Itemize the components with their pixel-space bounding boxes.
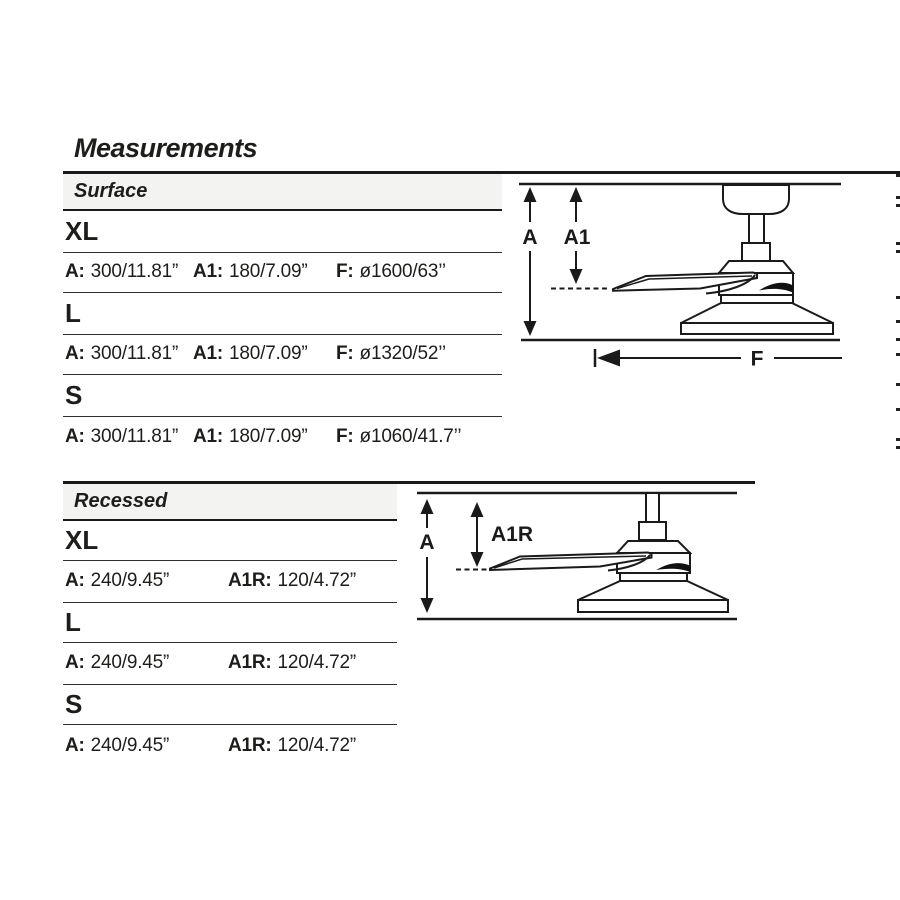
fan-motor-top xyxy=(719,261,793,273)
clipped-text-fragment xyxy=(896,383,900,386)
recessed-header-label: Recessed xyxy=(74,489,168,512)
surface-values-l xyxy=(63,335,502,375)
dim-a: A: 300/11.81” xyxy=(65,425,179,447)
dim-a: A: 300/11.81” xyxy=(65,261,179,282)
recessed-values-l xyxy=(63,643,397,685)
fan-light-cone xyxy=(578,581,728,600)
dim-a1: A1: 180/7.09” xyxy=(193,425,308,447)
recessed-header xyxy=(63,484,397,521)
surface-values-s xyxy=(63,417,502,457)
dim-a: A: 300/11.81” xyxy=(65,343,179,364)
fan-coupler xyxy=(742,243,770,261)
surface-table xyxy=(63,174,502,457)
dim-a1r: A1R: 120/4.72” xyxy=(228,652,357,673)
dim-label-a1: A1 xyxy=(563,226,591,249)
clipped-text-fragment xyxy=(896,353,900,356)
surface-header xyxy=(63,174,502,211)
fan-light-cone xyxy=(681,303,833,323)
recessed-values-xl xyxy=(63,561,397,603)
recessed-size-s: S xyxy=(63,685,397,725)
dim-a1: A1: 180/7.09” xyxy=(193,261,308,282)
clipped-text-fragment xyxy=(896,204,900,207)
surface-size-s: S xyxy=(63,375,502,417)
dim-f: F: ø1060/41.7’’ xyxy=(336,425,462,447)
page-title: Measurements xyxy=(74,133,258,163)
dim-a: A: 240/9.45” xyxy=(65,652,170,673)
clipped-text-fragment xyxy=(896,408,900,411)
dim-arrow-f xyxy=(595,349,842,367)
clipped-text-fragment xyxy=(896,250,900,253)
clipped-text-fragment xyxy=(896,296,900,299)
clipped-text-fragment xyxy=(896,338,900,341)
dim-arrow-a1r xyxy=(471,502,484,567)
dim-label-a: A xyxy=(522,226,538,249)
surface-header-label: Surface xyxy=(74,179,148,202)
clipped-text-fragment xyxy=(896,196,900,199)
surface-size-l: L xyxy=(63,293,502,335)
dim-f: F: ø1600/63’’ xyxy=(336,261,446,282)
recessed-values-s xyxy=(63,725,397,767)
dim-a: A: 240/9.45” xyxy=(65,570,170,591)
clipped-text-fragment xyxy=(896,446,900,449)
dim-a1r: A1R: 120/4.72” xyxy=(228,734,357,756)
dim-label-a: A xyxy=(419,531,435,554)
surface-size-xl: XL xyxy=(63,211,502,253)
dim-a: A: 240/9.45” xyxy=(65,734,170,756)
clipped-text-fragment xyxy=(896,174,900,177)
dim-a1r: A1R: 120/4.72” xyxy=(228,570,357,591)
clipped-text-fragment xyxy=(896,438,900,441)
dim-arrow-a xyxy=(421,499,434,613)
dim-f: F: ø1320/52’’ xyxy=(336,343,446,364)
dim-arrow-a xyxy=(524,187,537,336)
dim-label-a1r: A1R xyxy=(491,523,534,546)
fan-downrod xyxy=(749,214,764,243)
dim-label-f: F xyxy=(750,347,764,371)
fan-light-rim xyxy=(681,323,833,334)
recessed-size-l: L xyxy=(63,603,397,643)
fan-canopy xyxy=(723,185,789,214)
recessed-diagram xyxy=(400,478,760,630)
fan-coupler xyxy=(639,522,666,540)
surface-diagram xyxy=(505,165,900,380)
clipped-text-fragment xyxy=(896,320,900,323)
recessed-size-xl: XL xyxy=(63,521,397,561)
fan-motor-top xyxy=(617,541,690,553)
clipped-text-fragment xyxy=(896,242,900,245)
fan-neck-band xyxy=(721,295,793,303)
fan-downrod xyxy=(646,493,659,522)
recessed-table xyxy=(63,484,397,767)
fan-neck-band xyxy=(620,573,687,581)
surface-values-xl xyxy=(63,253,502,293)
fan-light-rim xyxy=(578,600,728,612)
dim-a1: A1: 180/7.09” xyxy=(193,343,308,364)
